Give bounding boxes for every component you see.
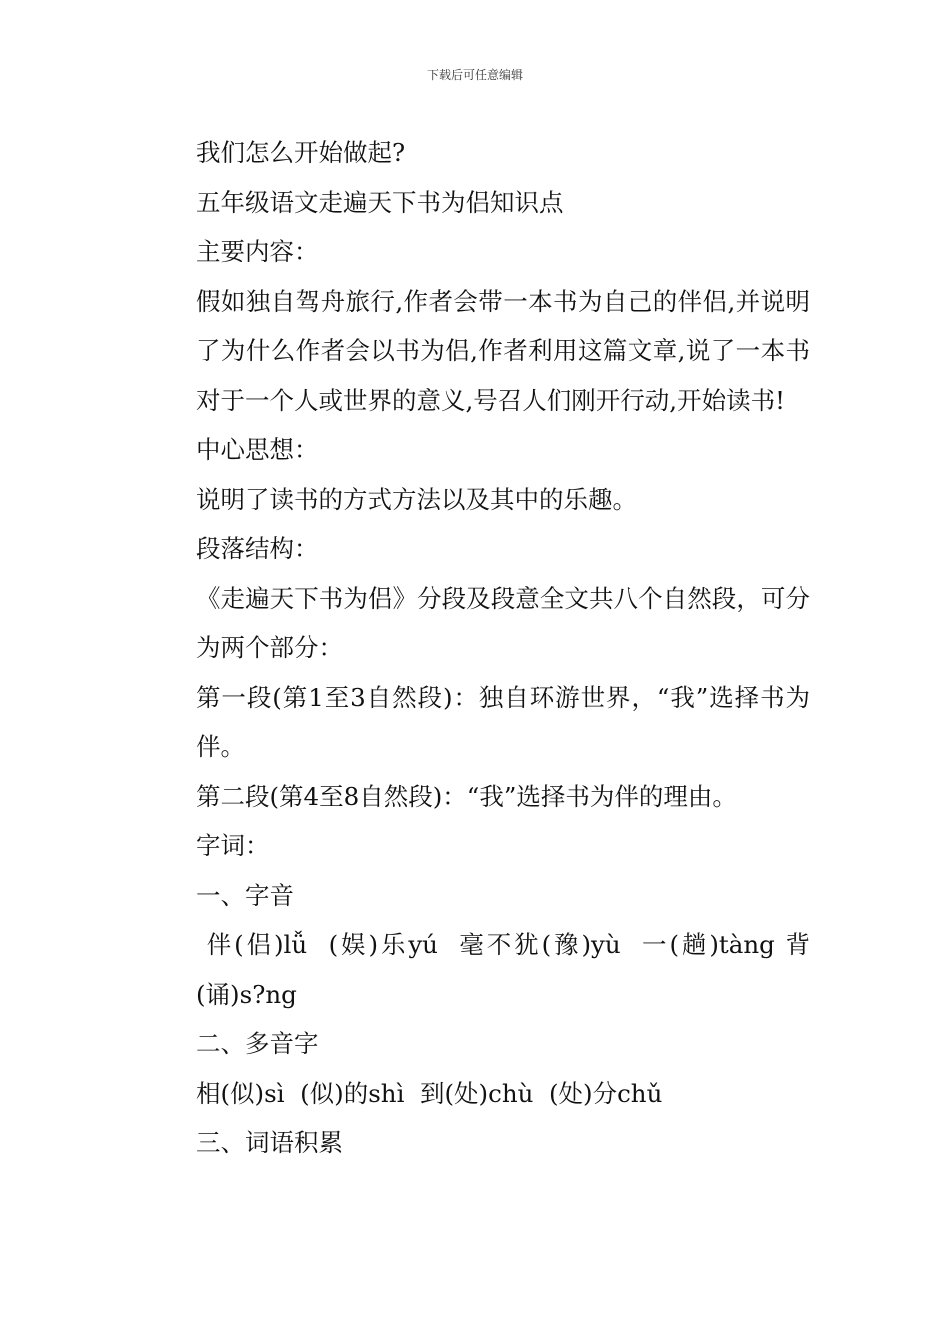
subheading-polyphones: 二、多音字 bbox=[196, 1029, 319, 1058]
document-body bbox=[146, 128, 810, 1168]
paragraph: 第一段(第1至3自然段)：独自环游世界，“我”选择书为伴。 bbox=[196, 682, 810, 761]
paragraph: 第二段(第4至8自然段)：“我”选择书为伴的理由。 bbox=[196, 781, 737, 811]
subheading-vocabulary: 三、词语积累 bbox=[196, 1128, 343, 1157]
page-header-note: 下载后可任意编辑 bbox=[426, 68, 523, 82]
heading-central-idea: 中心思想： bbox=[196, 435, 319, 464]
heading-main-content: 主要内容： bbox=[196, 237, 319, 266]
paragraph: 说明了读书的方式方法以及其中的乐趣。 bbox=[196, 484, 637, 514]
heading-paragraph-structure: 段落结构： bbox=[196, 534, 319, 563]
paragraph: 相(似)sì (似)的shì 到(处)chù (处)分chǔ bbox=[196, 1078, 663, 1108]
subheading-pronunciation: 一、字音 bbox=[196, 880, 294, 910]
section-title: 五年级语文走遍天下书为侣知识点 bbox=[196, 187, 564, 217]
paragraph: 假如独自驾舟旅行,作者会带一本书为自己的伴侣,并说明了为什么作者会以书为侣,作者利用这篇文章,说了一本书对于一个人或世界的意义,号召人们刚开行动,开始读书! bbox=[196, 286, 810, 415]
paragraph: 《走遍天下书为侣》分段及段意全文共八个自然段，可分为两个部分： bbox=[196, 583, 810, 662]
paragraph: 伴(侣)lǚ (娱)乐yú 毫不犹(豫)yù 一(趟)tàng 背(诵)s?ng bbox=[196, 930, 810, 1009]
paragraph: 我们怎么开始做起? bbox=[196, 138, 406, 167]
heading-words: 字词： bbox=[196, 831, 270, 860]
